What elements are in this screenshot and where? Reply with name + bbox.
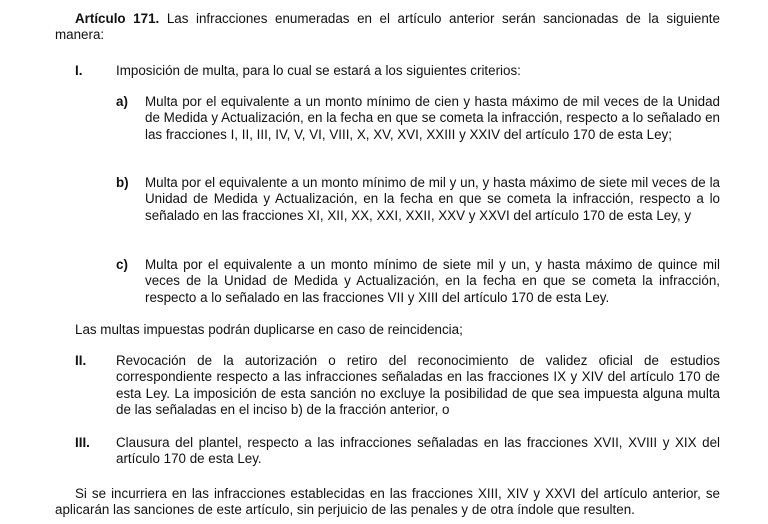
item-b-text: Multa por el equivalente a un monto mínimo de mil y un, y hasta máximo de siete mil veces de la Unidad de Medida y Actualización, en la fecha en que se cometa la infracción, respecto a lo señalado en las fracciones XI, XII, XX, XXI, XXII, XXV y XXVI del artículo 170 de esta Ley, y	[145, 175, 720, 223]
item-c-text: Multa por el equivalente a un monto mínimo de siete mil y un, y hasta máximo de quince mil veces de la Unidad de Medida y Actualización, en la fecha en que se cometa la infracción, respecto a lo señalado en las fracciones VII y XIII del artículo 170 de esta Ley.	[145, 257, 720, 305]
section-i-text: Imposición de multa, para lo cual se estará a los siguientes criterios:	[116, 63, 521, 78]
item-a-letter: a)	[116, 94, 128, 109]
numeral-i: I.	[75, 63, 83, 78]
section-iii-text: Clausura del plantel, respecto a las infracciones señaladas en las fracciones XVII, XVIII y XIX del artículo 170 de esta Ley.	[116, 435, 720, 467]
article-heading: Artículo 171.	[75, 11, 160, 26]
article-intro	[55, 11, 720, 44]
section-ii-text: Revocación de la autorización o retiro del reconocimiento de validez oficial de estudios correspondiente respecto a las infracciones señaladas en las fracciones IX y XIV del artículo 170 de esta Ley. La imposición de esta sanción no excluye la posibilidad de que sea impuesta alguna multa de las señaladas en el inciso b) de la fracción anterior, o	[116, 353, 720, 418]
numeral-ii: II.	[75, 353, 87, 368]
article-intro-text: Las infracciones enumeradas en el artículo anterior serán sancionadas de la siguiente manera:	[55, 11, 720, 43]
closing-paragraph: Si se incurriera en las infracciones establecidas en las fracciones XIII, XIV y XXVI del artículo anterior, se aplicarán las sanciones de este artículo, sin perjuicio de las penales y de otra índole que resulten.	[55, 486, 720, 518]
item-c-letter: c)	[116, 257, 128, 272]
reincidence-note: Las multas impuestas podrán duplicarse en caso de reincidencia;	[75, 322, 463, 337]
item-a-text: Multa por el equivalente a un monto mínimo de cien y hasta máximo de mil veces de la Unidad de Medida y Actualización, en la fecha en que se cometa la infracción, respecto a lo señalado en las fracciones I, II, III, IV, V, VI, VIII, X, XV, XVI, XXIII y XXIV del artículo 170 de esta Ley;	[145, 94, 720, 142]
item-b-letter: b)	[116, 175, 129, 190]
numeral-iii: III.	[75, 435, 90, 450]
